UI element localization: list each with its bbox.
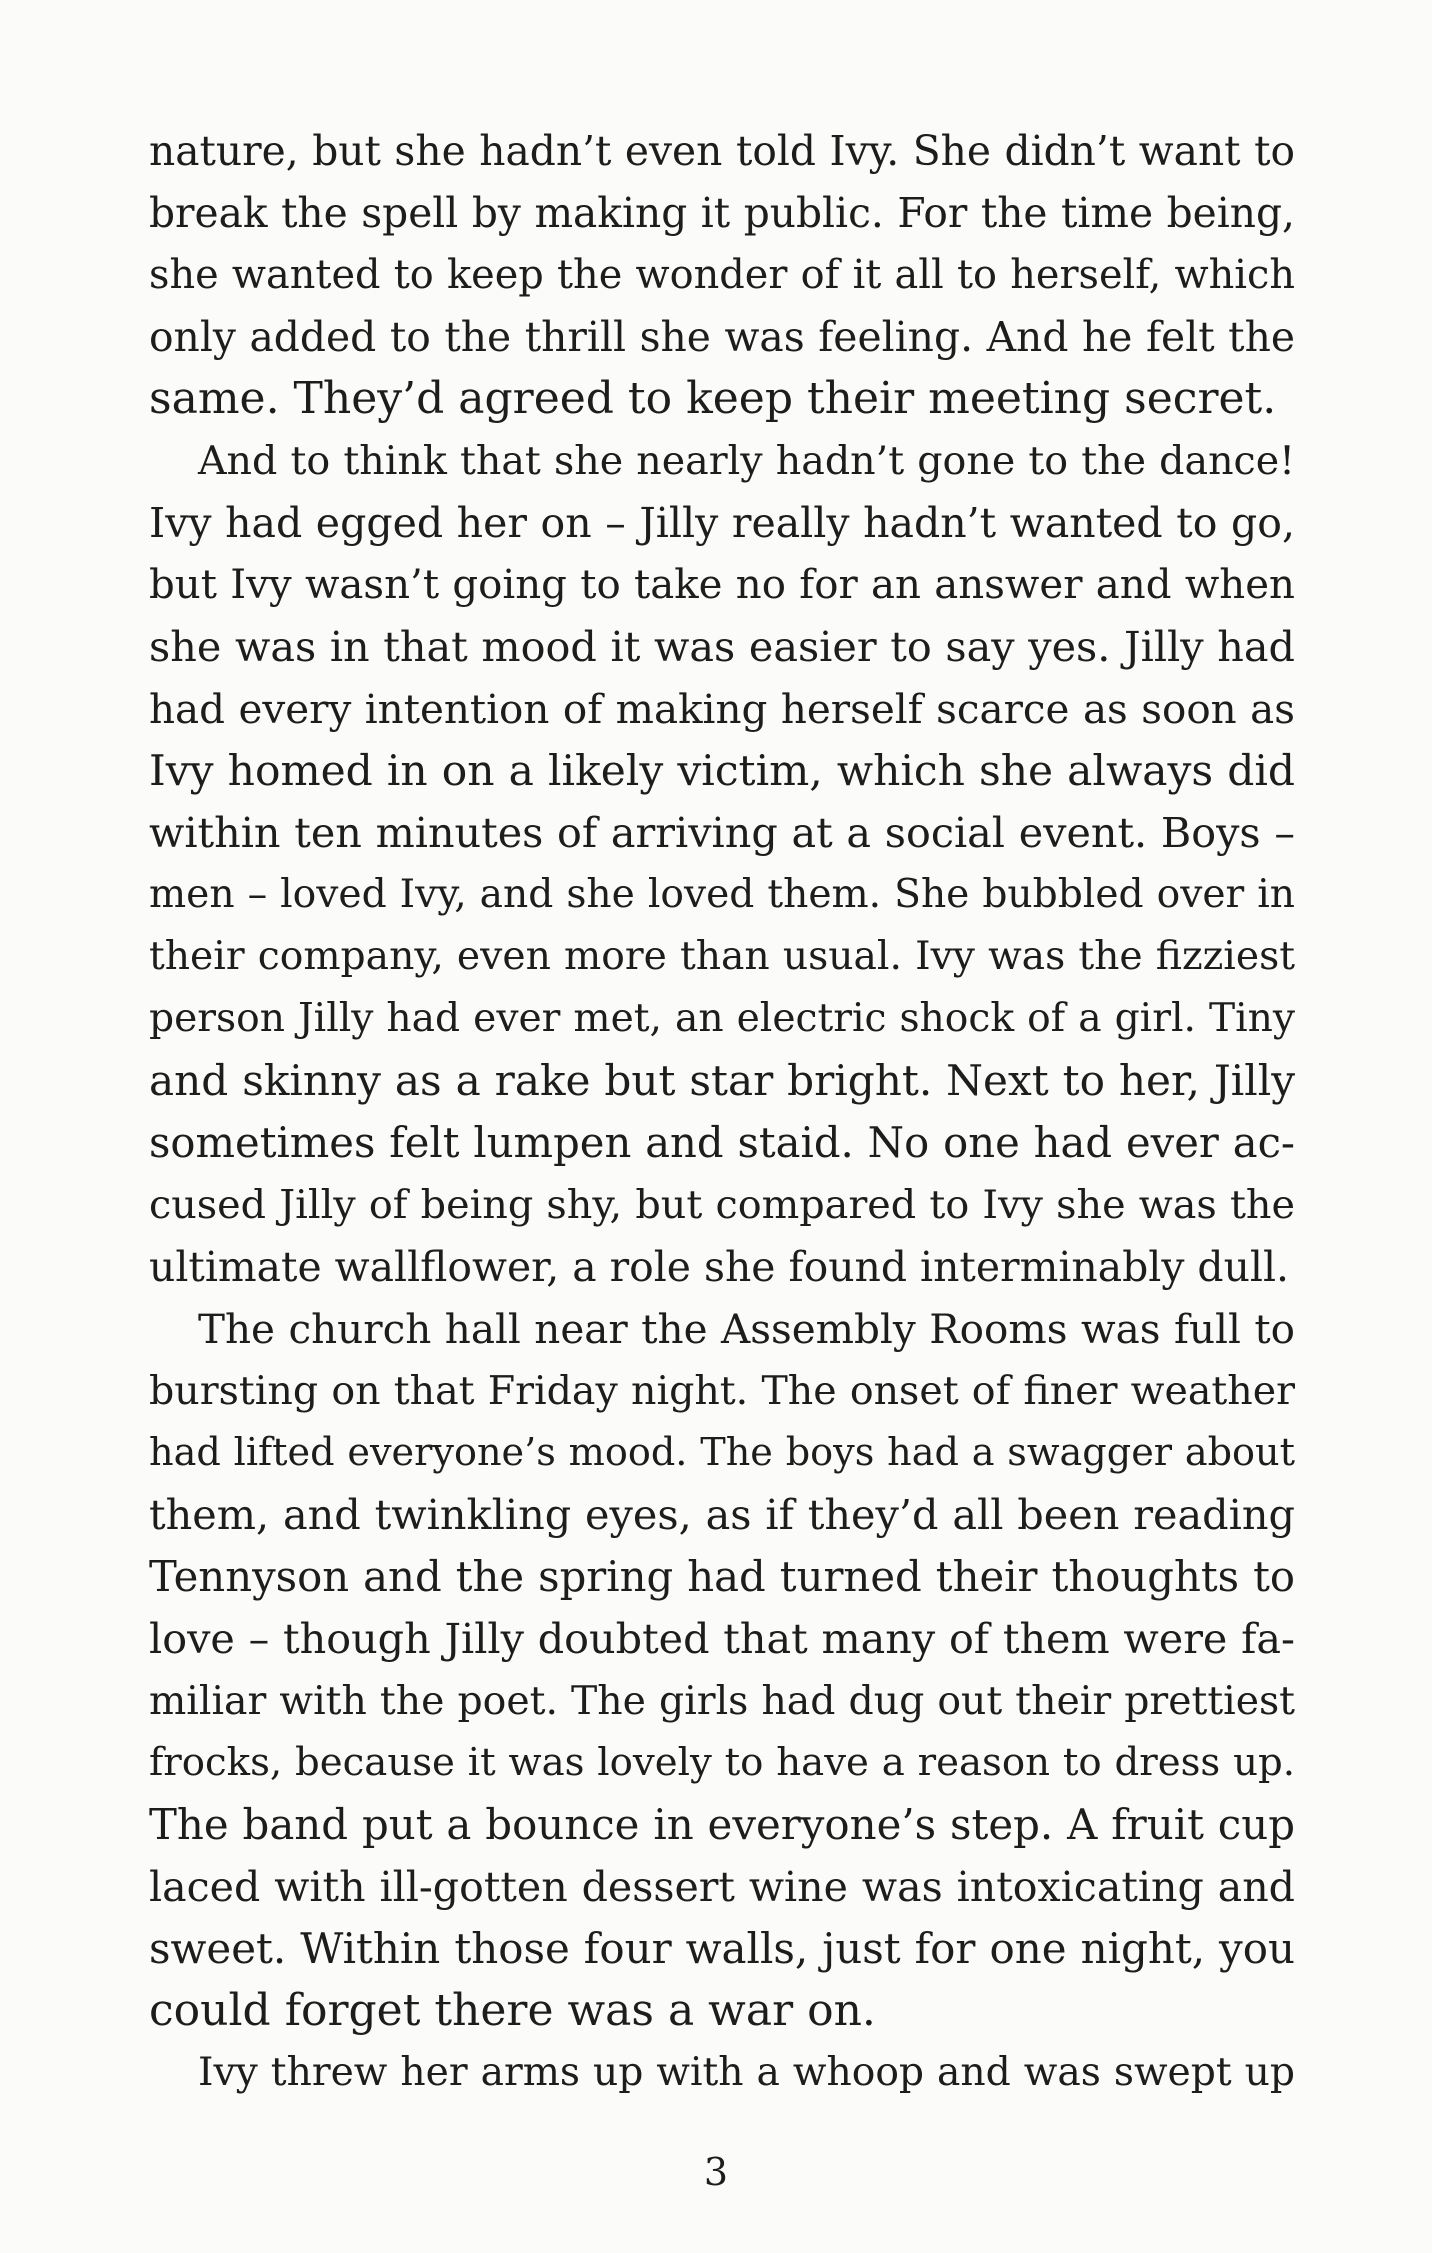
text-line: had lifted everyone’s mood. The boys had a swagger about [149,1431,1295,1475]
text-line: love – though Jilly doubted that many of them were fa- [149,1615,1295,1663]
text-line: nature, but she hadn’t even told Ivy. She didn’t want to [149,127,1295,175]
paragraph [149,1298,1295,2042]
body-text [149,120,1295,2104]
text-line: And to think that she nearly hadn’t gone to the dance! [198,438,1295,484]
text-line: same. They’d agreed to keep their meeting secret. [149,373,1277,424]
text-line: The church hall near the Assembly Rooms was full to [198,1305,1295,1353]
text-line: but Ivy wasn’t going to take no for an answer and when [149,562,1295,608]
paragraph [149,120,1295,430]
text-line: she wanted to keep the wonder of it all to herself, which [149,252,1295,298]
text-line: she was in that mood it was easier to say yes. Jilly had [149,623,1295,671]
paragraph [149,2042,1295,2104]
text-line: could forget there was a war on. [149,1985,876,2036]
text-line: frocks, because it was lovely to have a reason to dress up. [149,1740,1295,1785]
text-line: had every intention of making herself scarce as soon as [149,685,1295,733]
page-number: 3 [703,2150,729,2194]
text-line: break the spell by making it public. For the time being, [149,189,1295,237]
text-line: Ivy threw her arms up with a whoop and was swept up [198,2050,1295,2095]
text-line: only added to the thrill she was feeling. And he felt the [149,313,1295,361]
paragraph [149,430,1295,1298]
text-line: Ivy homed in on a likely victim, which she always did [149,746,1295,795]
text-line: bursting on that Friday night. The onset of finer weather [149,1368,1295,1414]
text-line: Ivy had egged her on – Jilly really hadn’t wanted to go, [149,499,1295,547]
text-line: sometimes felt lumpen and staid. No one had ever ac- [149,1118,1295,1167]
text-line: sweet. Within those four walls, just for one night, you [149,1924,1295,1973]
text-line: within ten minutes of arriving at a social event. Boys – [149,809,1295,857]
text-line: The band put a bounce in everyone’s step. A fruit cup [149,1800,1295,1849]
text-line: miliar with the poet. The girls had dug out their prettiest [149,1678,1295,1724]
text-line: and skinny as a rake but star bright. Next to her, Jilly [149,1056,1295,1105]
text-line: cused Jilly of being shy, but compared to Ivy she was the [149,1182,1295,1228]
text-line: ultimate wallflower, a role she found interminably dull. [149,1243,1290,1291]
text-line: men – loved Ivy, and she loved them. She bubbled over in [149,872,1295,917]
text-line: them, and twinkling eyes, as if they’d all been reading [149,1491,1295,1539]
text-line: their company, even more than usual. Ivy was the fizziest [149,934,1295,979]
text-line: person Jilly had ever met, an electric shock of a girl. Tiny [149,996,1295,1041]
text-line: Tennyson and the spring had turned their thoughts to [149,1552,1295,1601]
text-line: laced with ill-gotten dessert wine was intoxicating and [149,1863,1295,1911]
